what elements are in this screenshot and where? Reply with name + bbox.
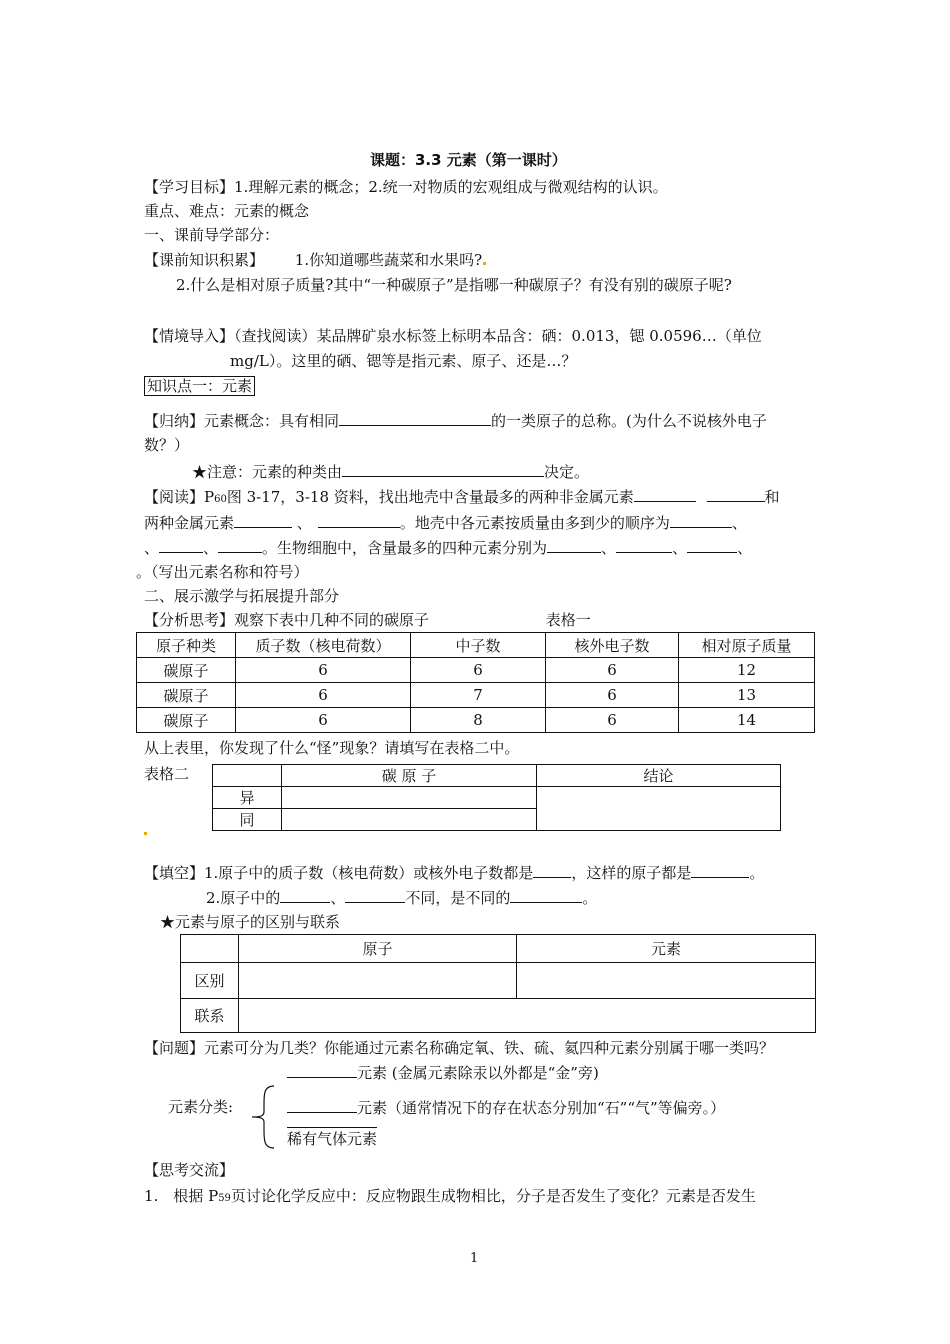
table-header: 核外电子数 bbox=[546, 633, 679, 658]
separator: 、 bbox=[296, 514, 312, 532]
table-cell[interactable] bbox=[239, 963, 517, 999]
scenario-intro-line-1: 【情境导入】（查找阅读）某品牌矿泉水标签上标明本品含：硒：0.013，锶 0.0596…（单位 bbox=[144, 327, 762, 345]
row-label-same: 同 bbox=[213, 809, 282, 831]
element-atom-table bbox=[180, 934, 816, 1033]
think-line-1 bbox=[144, 1186, 756, 1209]
fill-text: ，这样的原子都是 bbox=[571, 864, 692, 882]
summary-line bbox=[144, 410, 767, 431]
answer-blank[interactable] bbox=[280, 887, 330, 903]
reading-text: 。生物细胞中，含量最多的四种元素分别为 bbox=[262, 539, 548, 557]
table-cell[interactable] bbox=[282, 809, 537, 831]
prior-question-2: 2.什么是相对原子质量?其中“一种碳原子”是指哪一种碳原子？有没有别的碳原子呢? bbox=[176, 276, 732, 294]
note-text-b: 决定。 bbox=[544, 463, 590, 481]
table-cell[interactable] bbox=[282, 787, 537, 809]
table-header: 结论 bbox=[537, 765, 781, 787]
table-cell: 6 bbox=[236, 658, 411, 683]
table-2-label: 表格二 bbox=[144, 765, 190, 783]
table-cell: 6 bbox=[546, 658, 679, 683]
separator: 、 bbox=[731, 514, 747, 532]
table-row bbox=[137, 658, 815, 683]
carbon-atom-table bbox=[136, 632, 815, 733]
prior-knowledge-label: 【课前知识积累】 bbox=[144, 251, 265, 269]
table-cell: 7 bbox=[411, 683, 546, 708]
table-cell[interactable] bbox=[239, 999, 816, 1033]
answer-blank[interactable] bbox=[339, 410, 491, 426]
table-row bbox=[137, 708, 815, 733]
table-header: 中子数 bbox=[411, 633, 546, 658]
answer-blank[interactable] bbox=[547, 537, 601, 553]
classification-label: 元素分类: bbox=[168, 1098, 234, 1116]
analysis-text: 【分析思考】观察下表中几种不同的碳原子 bbox=[144, 611, 430, 629]
row-label-different: 异 bbox=[213, 787, 282, 809]
reading-line-2 bbox=[144, 512, 747, 533]
learning-goals: 【学习目标】1.理解元素的概念；2.统一对物质的宏观组成与微观结构的认识。 bbox=[144, 178, 668, 196]
answer-blank[interactable] bbox=[510, 887, 582, 903]
table-cell: 8 bbox=[411, 708, 546, 733]
table-header: 原子 bbox=[239, 935, 517, 963]
answer-blank[interactable] bbox=[691, 862, 749, 878]
summary-text-b: 的一类原子的总称。(为什么不说核外电子 bbox=[491, 412, 767, 430]
answer-blank[interactable] bbox=[218, 537, 262, 553]
answer-blank[interactable] bbox=[234, 512, 292, 528]
table-header: 质子数（核电荷数） bbox=[236, 633, 411, 658]
table-cell: 6 bbox=[236, 708, 411, 733]
table-cell: 碳原子 bbox=[137, 683, 236, 708]
table-cell[interactable] bbox=[517, 963, 816, 999]
class-text-1: 元素 (金属元素除汞以外都是“金”旁) bbox=[357, 1064, 599, 1082]
conclusion-cell[interactable] bbox=[537, 787, 781, 831]
class-blank-1 bbox=[287, 1062, 599, 1083]
class-text-3: 稀有气体元素 bbox=[287, 1130, 378, 1148]
prior-question-1: 1.你知道哪些蔬菜和水果吗? bbox=[294, 251, 483, 269]
scenario-intro-line-2: mg/L）。这里的硒、锶等是指元素、原子、还是…？ bbox=[230, 352, 577, 370]
table-cell: 6 bbox=[546, 708, 679, 733]
answer-blank[interactable] bbox=[159, 537, 203, 553]
separator: 、 bbox=[144, 539, 160, 557]
observation-prompt: 从上表里，你发现了什么“怪”现象？请填写在表格二中。 bbox=[144, 739, 520, 757]
answer-blank[interactable] bbox=[345, 887, 405, 903]
brace-icon bbox=[246, 1084, 276, 1150]
mark-dot bbox=[144, 832, 147, 835]
table-header: 碳 原 子 bbox=[282, 765, 537, 787]
fill-text: 、 bbox=[330, 889, 346, 907]
summary-text-a: 【归纳】元素概念：具有相同 bbox=[144, 412, 340, 430]
table-cell: 13 bbox=[679, 683, 815, 708]
note-line bbox=[192, 461, 589, 482]
table-cell: 6 bbox=[236, 683, 411, 708]
think-text: 页讨论化学反应中：反应物跟生成物相比，分子是否发生了变化？元素是否发生 bbox=[230, 1187, 756, 1205]
reading-text: 图 3-17，3-18 资料，找出地壳中含量最多的两种非金属元素 bbox=[226, 488, 634, 506]
reading-line-3 bbox=[144, 537, 752, 558]
element-atom-title: ★元素与原子的区别与联系 bbox=[160, 913, 341, 931]
table-cell: 碳原子 bbox=[137, 708, 236, 733]
answer-blank[interactable] bbox=[533, 862, 571, 878]
table-cell: 12 bbox=[679, 658, 815, 683]
separator: 、 bbox=[203, 539, 219, 557]
key-points: 重点、难点：元素的概念 bbox=[144, 202, 310, 220]
page-title: 课题：3.3 元素（第一课时） bbox=[370, 151, 567, 169]
answer-blank[interactable] bbox=[287, 1097, 357, 1113]
reading-text: 。地壳中各元素按质量由多到少的顺序为 bbox=[399, 514, 670, 532]
separator: 、 bbox=[601, 539, 617, 557]
summary-continued: 数？） bbox=[144, 436, 190, 454]
knowledge-point-1 bbox=[144, 376, 255, 396]
table-cell: 6 bbox=[546, 683, 679, 708]
table-1-label: 表格一 bbox=[545, 611, 591, 629]
table-cell: 14 bbox=[679, 708, 815, 733]
row-label-difference: 区别 bbox=[181, 963, 239, 999]
answer-blank[interactable] bbox=[616, 537, 672, 553]
answer-blank[interactable] bbox=[318, 512, 400, 528]
think-text: 1. 根据 P bbox=[144, 1187, 219, 1205]
section-1-heading: 一、课前导学部分： bbox=[144, 226, 280, 244]
question-line: 【问题】元素可分为几类？你能通过元素名称确定氧、铁、硫、氦四种元素分别属于哪一类吗？ bbox=[144, 1039, 775, 1057]
prior-knowledge-line bbox=[144, 250, 487, 270]
table-cell bbox=[181, 935, 239, 963]
separator: 、 bbox=[737, 539, 753, 557]
think-heading: 【思考交流】 bbox=[144, 1161, 235, 1179]
table-header: 相对原子质量 bbox=[679, 633, 815, 658]
knowledge-point-1-box: 知识点一：元素 bbox=[144, 376, 255, 396]
table-row bbox=[137, 683, 815, 708]
table-header: 元素 bbox=[517, 935, 816, 963]
analysis-line bbox=[144, 610, 591, 630]
reading-line-1 bbox=[144, 486, 780, 510]
class-text-2: 元素（通常情况下的存在状态分别加“石”“气”等偏旁。） bbox=[357, 1099, 726, 1117]
fill-text: 。 bbox=[749, 864, 765, 882]
table-cell bbox=[213, 765, 282, 787]
difference-table bbox=[212, 764, 781, 831]
table-cell: 6 bbox=[411, 658, 546, 683]
fill-line-1 bbox=[144, 862, 764, 883]
answer-blank[interactable] bbox=[287, 1062, 357, 1078]
fill-text: 2.原子中的 bbox=[206, 889, 281, 907]
note-text-a: ★注意：元素的种类由 bbox=[192, 463, 343, 481]
class-blank-2 bbox=[287, 1097, 725, 1118]
fill-text: 【填空】1.原子中的质子数（核电荷数）或核外电子数都是 bbox=[144, 864, 534, 882]
separator: 、 bbox=[672, 539, 688, 557]
page-ref: 60 bbox=[214, 494, 227, 505]
section-2-heading: 二、展示激学与拓展提升部分 bbox=[144, 587, 340, 605]
page-ref: 59 bbox=[218, 1193, 231, 1204]
reading-text: 两种金属元素 bbox=[144, 514, 235, 532]
answer-blank[interactable] bbox=[687, 537, 737, 553]
answer-blank[interactable] bbox=[670, 512, 732, 528]
fill-line-2 bbox=[206, 887, 597, 908]
fill-text: 不同，是不同的 bbox=[405, 889, 511, 907]
fill-text: 。 bbox=[582, 889, 598, 907]
class-rare-gas bbox=[287, 1127, 377, 1149]
answer-blank[interactable] bbox=[342, 461, 544, 477]
reading-text: 和 bbox=[764, 488, 780, 506]
reading-text: 【阅读】P bbox=[144, 488, 215, 506]
row-label-connection: 联系 bbox=[181, 999, 239, 1033]
answer-blank[interactable] bbox=[707, 486, 765, 502]
table-header: 原子种类 bbox=[137, 633, 236, 658]
table-cell: 碳原子 bbox=[137, 658, 236, 683]
page-number: 1 bbox=[470, 1251, 479, 1266]
answer-blank[interactable] bbox=[634, 486, 696, 502]
reading-line-4: 。（写出元素名称和符号） bbox=[136, 563, 309, 581]
